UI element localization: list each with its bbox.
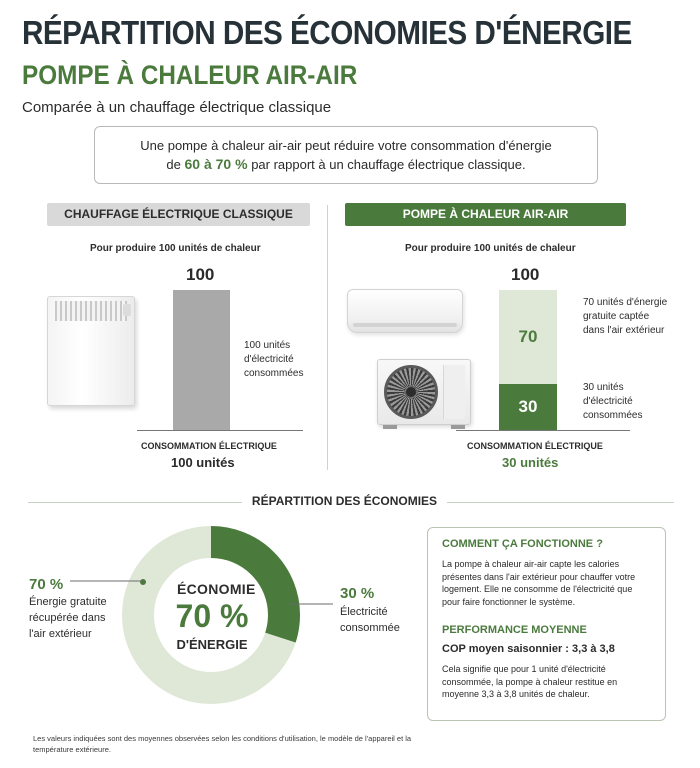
- note-electricity: 30 unités d'électricité consommées: [583, 382, 643, 421]
- leader-line-left: [64, 574, 144, 588]
- baseline-right: [456, 430, 630, 431]
- consumption-label-electric: CONSOMMATION ÉLECTRIQUE: [141, 441, 277, 451]
- cop-line: [442, 643, 651, 655]
- bar-free-energy-70: [499, 290, 557, 384]
- intro-prefix: de: [166, 157, 181, 172]
- intro-line1: Une pompe à chaleur air-air peut réduire votre consommation d'énergie: [140, 138, 552, 153]
- donut-center-label: ÉCONOMIE: [177, 581, 256, 597]
- cop-value: 3,3 à 3,8: [572, 643, 615, 655]
- heading-electric: CHAUFFAGE ÉLECTRIQUE CLASSIQUE: [47, 203, 310, 226]
- ac-outdoor-unit-image: [377, 359, 473, 431]
- tagline: Comparée à un chauffage électrique classique: [22, 99, 332, 116]
- donut-center-value: 70 %: [175, 598, 249, 634]
- perf-text: Cela signifie que pour 1 unité d'électricité consommée, la pompe à chaleur restitue en moyenne 3,3 à 3,8 unités de chaleur.: [442, 664, 618, 699]
- ac-indoor-unit-image: [347, 289, 465, 335]
- info-box: [427, 527, 666, 721]
- cop-label: COP moyen saisonnier :: [442, 643, 569, 655]
- consumption-label-heatpump: CONSOMMATION ÉLECTRIQUE: [467, 441, 603, 451]
- electricity-text: Électricité consommée: [340, 606, 400, 634]
- caption-heatpump: Pour produire 100 unités de chaleur: [405, 243, 576, 254]
- how-text: La pompe à chaleur air-air capte les calories présentes dans l'air extérieur pour chauffer votre logement. Elle ne consomme de l'électricité que pour faire fonctionner le système.: [442, 559, 636, 607]
- intro-suffix: par rapport à un chauffage électrique classique.: [251, 157, 526, 172]
- total-heatpump: 100: [511, 265, 540, 284]
- total-electric: 100: [186, 265, 215, 284]
- intro-line2: [95, 155, 597, 174]
- intro-box: [94, 126, 598, 184]
- intro-highlight: 60 à 70 %: [184, 156, 248, 172]
- bar-free-label: 70: [518, 327, 538, 346]
- caption-electric: Pour produire 100 unités de chaleur: [90, 243, 261, 254]
- electricity-percent: 30 %: [340, 585, 375, 602]
- consumption-value-electric: 100 unités: [171, 455, 235, 470]
- leader-line-right: [289, 597, 339, 611]
- note-electric: 100 unités d'électricité consommées: [244, 340, 304, 379]
- perf-title: PERFORMANCE MOYENNE: [442, 624, 587, 636]
- section-rule-right: [447, 502, 674, 503]
- baseline-left: [137, 430, 303, 431]
- section-rule-left: [28, 502, 242, 503]
- bar-electricity-30: [499, 384, 557, 430]
- consumption-value-heatpump: 30 unités: [502, 455, 559, 470]
- how-title: COMMENT ÇA FONCTIONNE ?: [442, 538, 603, 550]
- page-subtitle: POMPE À CHALEUR AIR-AIR: [22, 60, 358, 90]
- section-title-breakdown: RÉPARTITION DES ÉCONOMIES: [251, 494, 438, 508]
- note-free-energy: 70 unités d'énergie gratuite captée dans l'air extérieur: [583, 297, 668, 336]
- heading-heatpump: POMPE À CHALEUR AIR-AIR: [345, 203, 626, 226]
- radiator-image: [47, 296, 137, 408]
- footnote: Les valeurs indiquées sont des moyennes observées selon les conditions d'utilisation, le modèle de l'appareil et la température extérieure.: [33, 734, 412, 754]
- free-energy-percent: 70 %: [29, 576, 64, 593]
- bar-elec-label: 30: [518, 397, 538, 416]
- donut-center-sub: D'ÉNERGIE: [176, 637, 248, 652]
- column-divider: [327, 205, 328, 470]
- page-title: RÉPARTITION DES ÉCONOMIES D'ÉNERGIE: [22, 14, 632, 51]
- free-energy-text: Énergie gratuite récupérée dans l'air extérieur: [29, 596, 107, 640]
- bar-electricity-100: [173, 290, 230, 430]
